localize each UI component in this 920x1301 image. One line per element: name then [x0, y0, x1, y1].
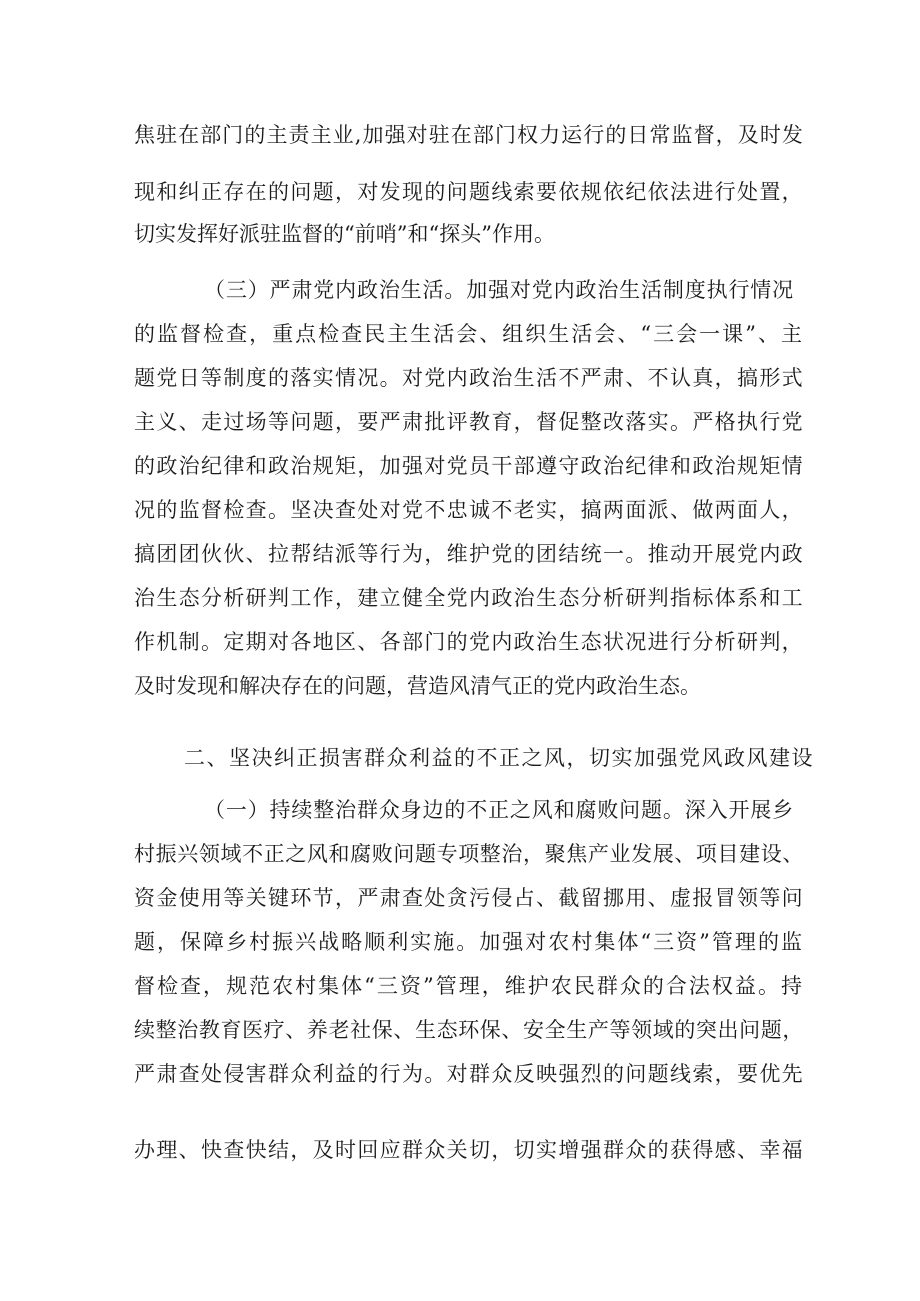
text-line: 资金使用等关键环节，严肃查处贪污侵占、截留挪用、虚报冒领等问: [134, 886, 804, 910]
text-line: 况的监督检查。坚决查处对党不忠诚不老实，搞两面派、做两面人，: [134, 498, 804, 522]
text-line: 的监督检查，重点检查民主生活会、组织生活会、“三会一课”、主: [134, 322, 804, 346]
text-line: 督检查，规范农村集体“三资”管理，维护农民群众的合法权益。持: [134, 974, 804, 998]
text-line: 作机制。定期对各地区、各部门的党内政治生态状况进行分析研判，: [134, 630, 804, 654]
text-line: 办理、快查快结，及时回应群众关切，切实增强群众的获得感、幸福: [134, 1138, 804, 1162]
section-heading: 二、坚决纠正损害群众利益的不正之风，切实加强党风政风建设: [184, 746, 814, 770]
text-line: （一）持续整治群众身边的不正之风和腐败问题。深入开展乡: [204, 798, 794, 822]
text-line: （三）严肃党内政治生活。加强对党内政治生活制度执行情况: [204, 278, 794, 302]
text-line: 主义、走过场等问题，要严肃批评教育，督促整改落实。严格执行党: [134, 410, 804, 434]
text-line: 的政治纪律和政治规矩，加强对党员干部遵守政治纪律和政治规矩情: [134, 454, 804, 478]
text-line: 焦驻在部门的主责主业,加强对驻在部门权力运行的日常监督，及时发: [134, 123, 804, 147]
text-line: 及时发现和解决存在的问题，营造风清气正的党内政治生态。: [134, 674, 701, 698]
text-line: 治生态分析研判工作，建立健全党内政治生态分析研判指标体系和工: [134, 586, 804, 610]
text-line: 严肃查处侵害群众利益的行为。对群众反映强烈的问题线索，要优先: [134, 1062, 804, 1086]
text-line: 切实发挥好派驻监督的“前哨”和“探头”作用。: [134, 222, 555, 246]
text-line: 题，保障乡村振兴战略顺利实施。加强对农村集体“三资”管理的监: [134, 930, 804, 954]
text-line: 现和纠正存在的问题，对发现的问题线索要依规依纪依法进行处置，: [134, 180, 804, 204]
text-line: 搞团团伙伙、拉帮结派等行为，维护党的团结统一。推动开展党内政: [134, 542, 804, 566]
text-line: 续整治教育医疗、养老社保、生态环保、安全生产等领域的突出问题，: [134, 1018, 804, 1042]
text-line: 题党日等制度的落实情况。对党内政治生活不严肃、不认真，搞形式: [134, 366, 804, 390]
text-line: 村振兴领域不正之风和腐败问题专项整治，聚焦产业发展、项目建设、: [134, 842, 804, 866]
